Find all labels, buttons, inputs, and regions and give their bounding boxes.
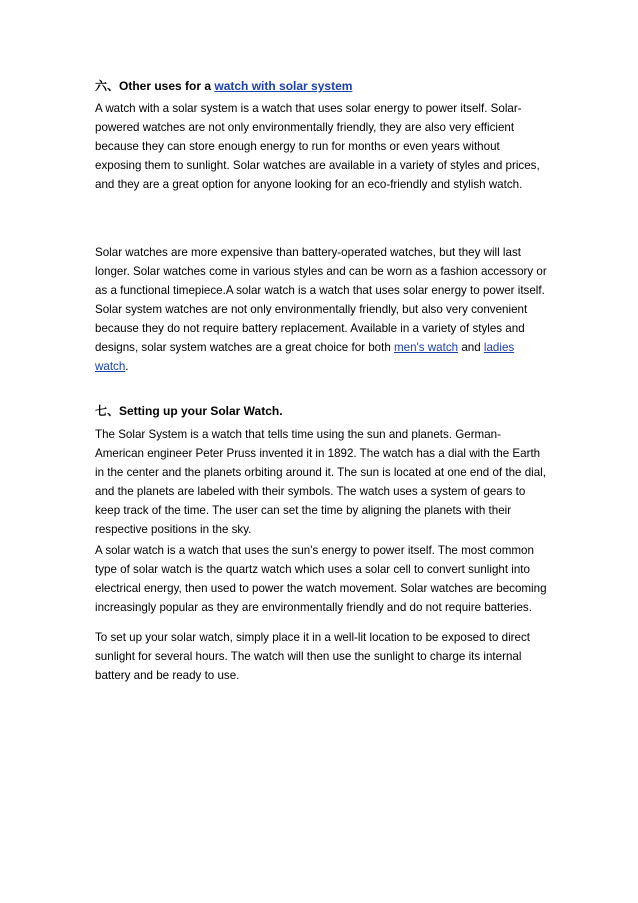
- section1-paragraph-1: A watch with a solar system is a watch that uses solar energy to power itself. Solar-powered watches are not only environmentally friendly, they are also very efficient because they can store enough energy to run for months or even years without exposing them to sunlight. Solar watches are available in a variety of styles and prices, and they are a great option for anyone looking for an eco-friendly and stylish watch.: [95, 102, 540, 191]
- section2-paragraph-1: The Solar System is a watch that tells time using the sun and planets. German-American engineer Peter Pruss invented it in 1892. The watch has a dial with the Earth in the center and the planets orbiting around it. The sun is located at one end of the dial, and the planets are labeled with their symbols. The watch uses a system of gears to keep track of the time. The user can set the time by aligning the planets with their respective positions in the sky.: [95, 428, 546, 536]
- paragraph-conjunction: and: [458, 341, 484, 354]
- section-heading-other-uses: [95, 77, 352, 95]
- section1-paragraph-2: [95, 243, 547, 376]
- section-heading-setting-up: 七、Setting up your Solar Watch.: [95, 404, 283, 418]
- paragraph-text: Solar watches are more expensive than battery-operated watches, but they will last longer. Solar watches come in various styles and can be worn as a fashion accessory or as a functional timepiece.A solar watch is a watch that uses solar energy to power itself. Solar system watches are not only environmentally friendly, but also very convenient because they do not require battery replacement. Available in a variety of styles and designs, solar system watches are a great choice for both: [95, 246, 547, 354]
- link-mens-watch[interactable]: men's watch: [394, 341, 459, 354]
- link-ladies-watch[interactable]: ladies watch: [95, 341, 515, 373]
- section2-paragraph-3: To set up your solar watch, simply place it in a well-lit location to be exposed to direct sunlight for several hours. The watch will then use the sunlight to charge its internal battery and be ready to use.: [95, 631, 530, 682]
- section2-paragraph-2: A solar watch is a watch that uses the sun's energy to power itself. The most common type of solar watch is the quartz watch which uses a solar cell to convert sunlight into electrical energy, then used to power the watch movement. Solar watches are becoming increasingly popular as they are environmentally friendly and do not require batteries.: [95, 544, 547, 614]
- heading-prefix: 六、Other uses for a: [95, 79, 215, 93]
- paragraph-end-punctuation: .: [125, 360, 129, 373]
- link-watch-with-solar-system[interactable]: watch with solar system: [214, 79, 353, 93]
